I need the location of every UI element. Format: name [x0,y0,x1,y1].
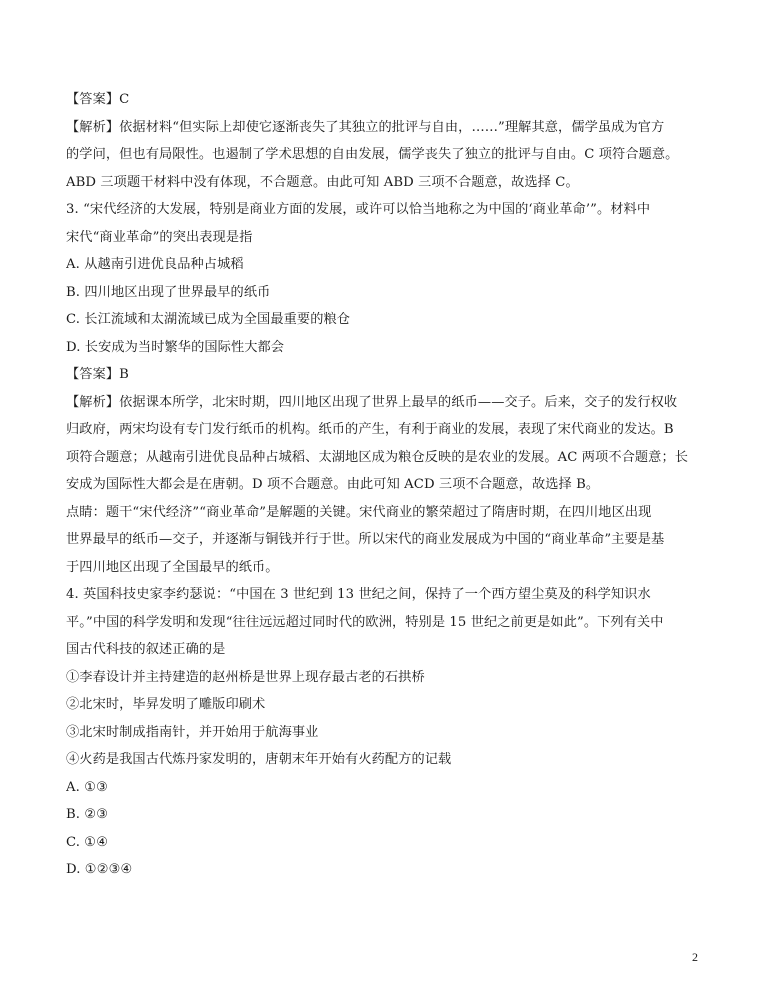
question-4-line-2: 平。”中国的科学发明和发现“往往远远超过同时代的欧洲，特别是 15 世纪之前更是如此”。下列有关中 [66,614,664,630]
q3-option-b: B. 四川地区出现了世界最早的纸币 [66,284,271,300]
analysis-q3-line-3: 项符合题意；从越南引进优良品种占城稻、太湖地区成为粮仓反映的是农业的发展。AC 两项不合题意；长 [66,449,689,465]
document-body [66,86,716,884]
q3-option-a: A. 从越南引进优良品种占城稻 [66,257,244,272]
q4-statement-4: ④火药是我国古代炼丹家发明的，唐朝末年开始有火药配方的记载 [66,752,452,767]
analysis-q2-line-2: 的学问，但也有局限性。也遏制了学术思想的自由发展，儒学丧失了独立的批评与自由。C 项符合题意。 [66,147,679,162]
question-4-line-1: 4. 英国科技史家李约瑟说：“中国在 3 世纪到 13 世纪之间，保持了一个西方望尘莫及的科学知识水 [66,587,651,602]
analysis-q3-line-1: 【解析】依据课本所学，北宋时期，四川地区出现了世界上最早的纸币——交子。后来，交子的发行权收 [66,394,678,410]
analysis-q3-line-4: 安成为国际性大都会是在唐朝。D 项不合题意。由此可知 ACD 三项不合题意，故选择 B。 [66,477,600,492]
q4-option-d: D. ①②③④ [66,862,133,877]
answer-label-q2: 【答案】C [66,92,130,107]
q4-option-b: B. ②③ [66,807,109,822]
q4-option-c: C. ①④ [66,834,109,850]
q3-option-c: C. 长江流域和太湖流域已成为全国最重要的粮仓 [66,312,351,327]
question-3-line-2: 宋代“商业革命”的突出表现是指 [66,229,253,245]
tip-q3-line-2: 世界最早的纸币—交子，并逐渐与铜钱并行于世。所以宋代的商业发展成为中国的“商业革命”主要是基 [66,532,665,547]
tip-q3-line-3: 于四川地区出现了全国最早的纸币。 [66,559,279,575]
tip-q3-line-1: 点睛：题干“宋代经济”“商业革命”是解题的关键。宋代商业的繁荣超过了隋唐时期，在四川地区出现 [66,504,652,520]
analysis-q2-line-1: 【解析】依据材料“但实际上却使它逐渐丧失了其独立的批评与自由，……”理解其意，儒学虽成为官方 [66,119,665,135]
q4-statement-2: ②北宋时，毕昇发明了雕版印刷术 [66,697,266,712]
q4-statement-3: ③北宋时制成指南针，并开始用于航海事业 [66,724,319,740]
question-4-line-3: 国古代科技的叙述正确的是 [66,642,226,657]
answer-label-q3: 【答案】B [66,367,129,382]
q4-option-a: A. ①③ [66,779,109,795]
q4-statement-1: ①李春设计并主持建造的赵州桥是世界上现存最古老的石拱桥 [66,669,425,685]
analysis-q2-line-3: ABD 三项题干材料中没有体现，不合题意。由此可知 ABD 三项不合题意，故选择 C。 [66,174,579,190]
analysis-q3-line-2: 归政府，两宋均设有专门发行纸币的机构。纸币的产生，有利于商业的发展，表现了宋代商业的发达。B [66,422,674,437]
question-3-line-1: 3. “宋代经济的大发展，特别是商业方面的发展，或许可以恰当地称之为中国的‘商业革命’”。材料中 [66,202,651,217]
page-number: 2 [692,950,698,964]
q3-option-d: D. 长安成为当时繁华的国际性大都会 [66,339,285,355]
